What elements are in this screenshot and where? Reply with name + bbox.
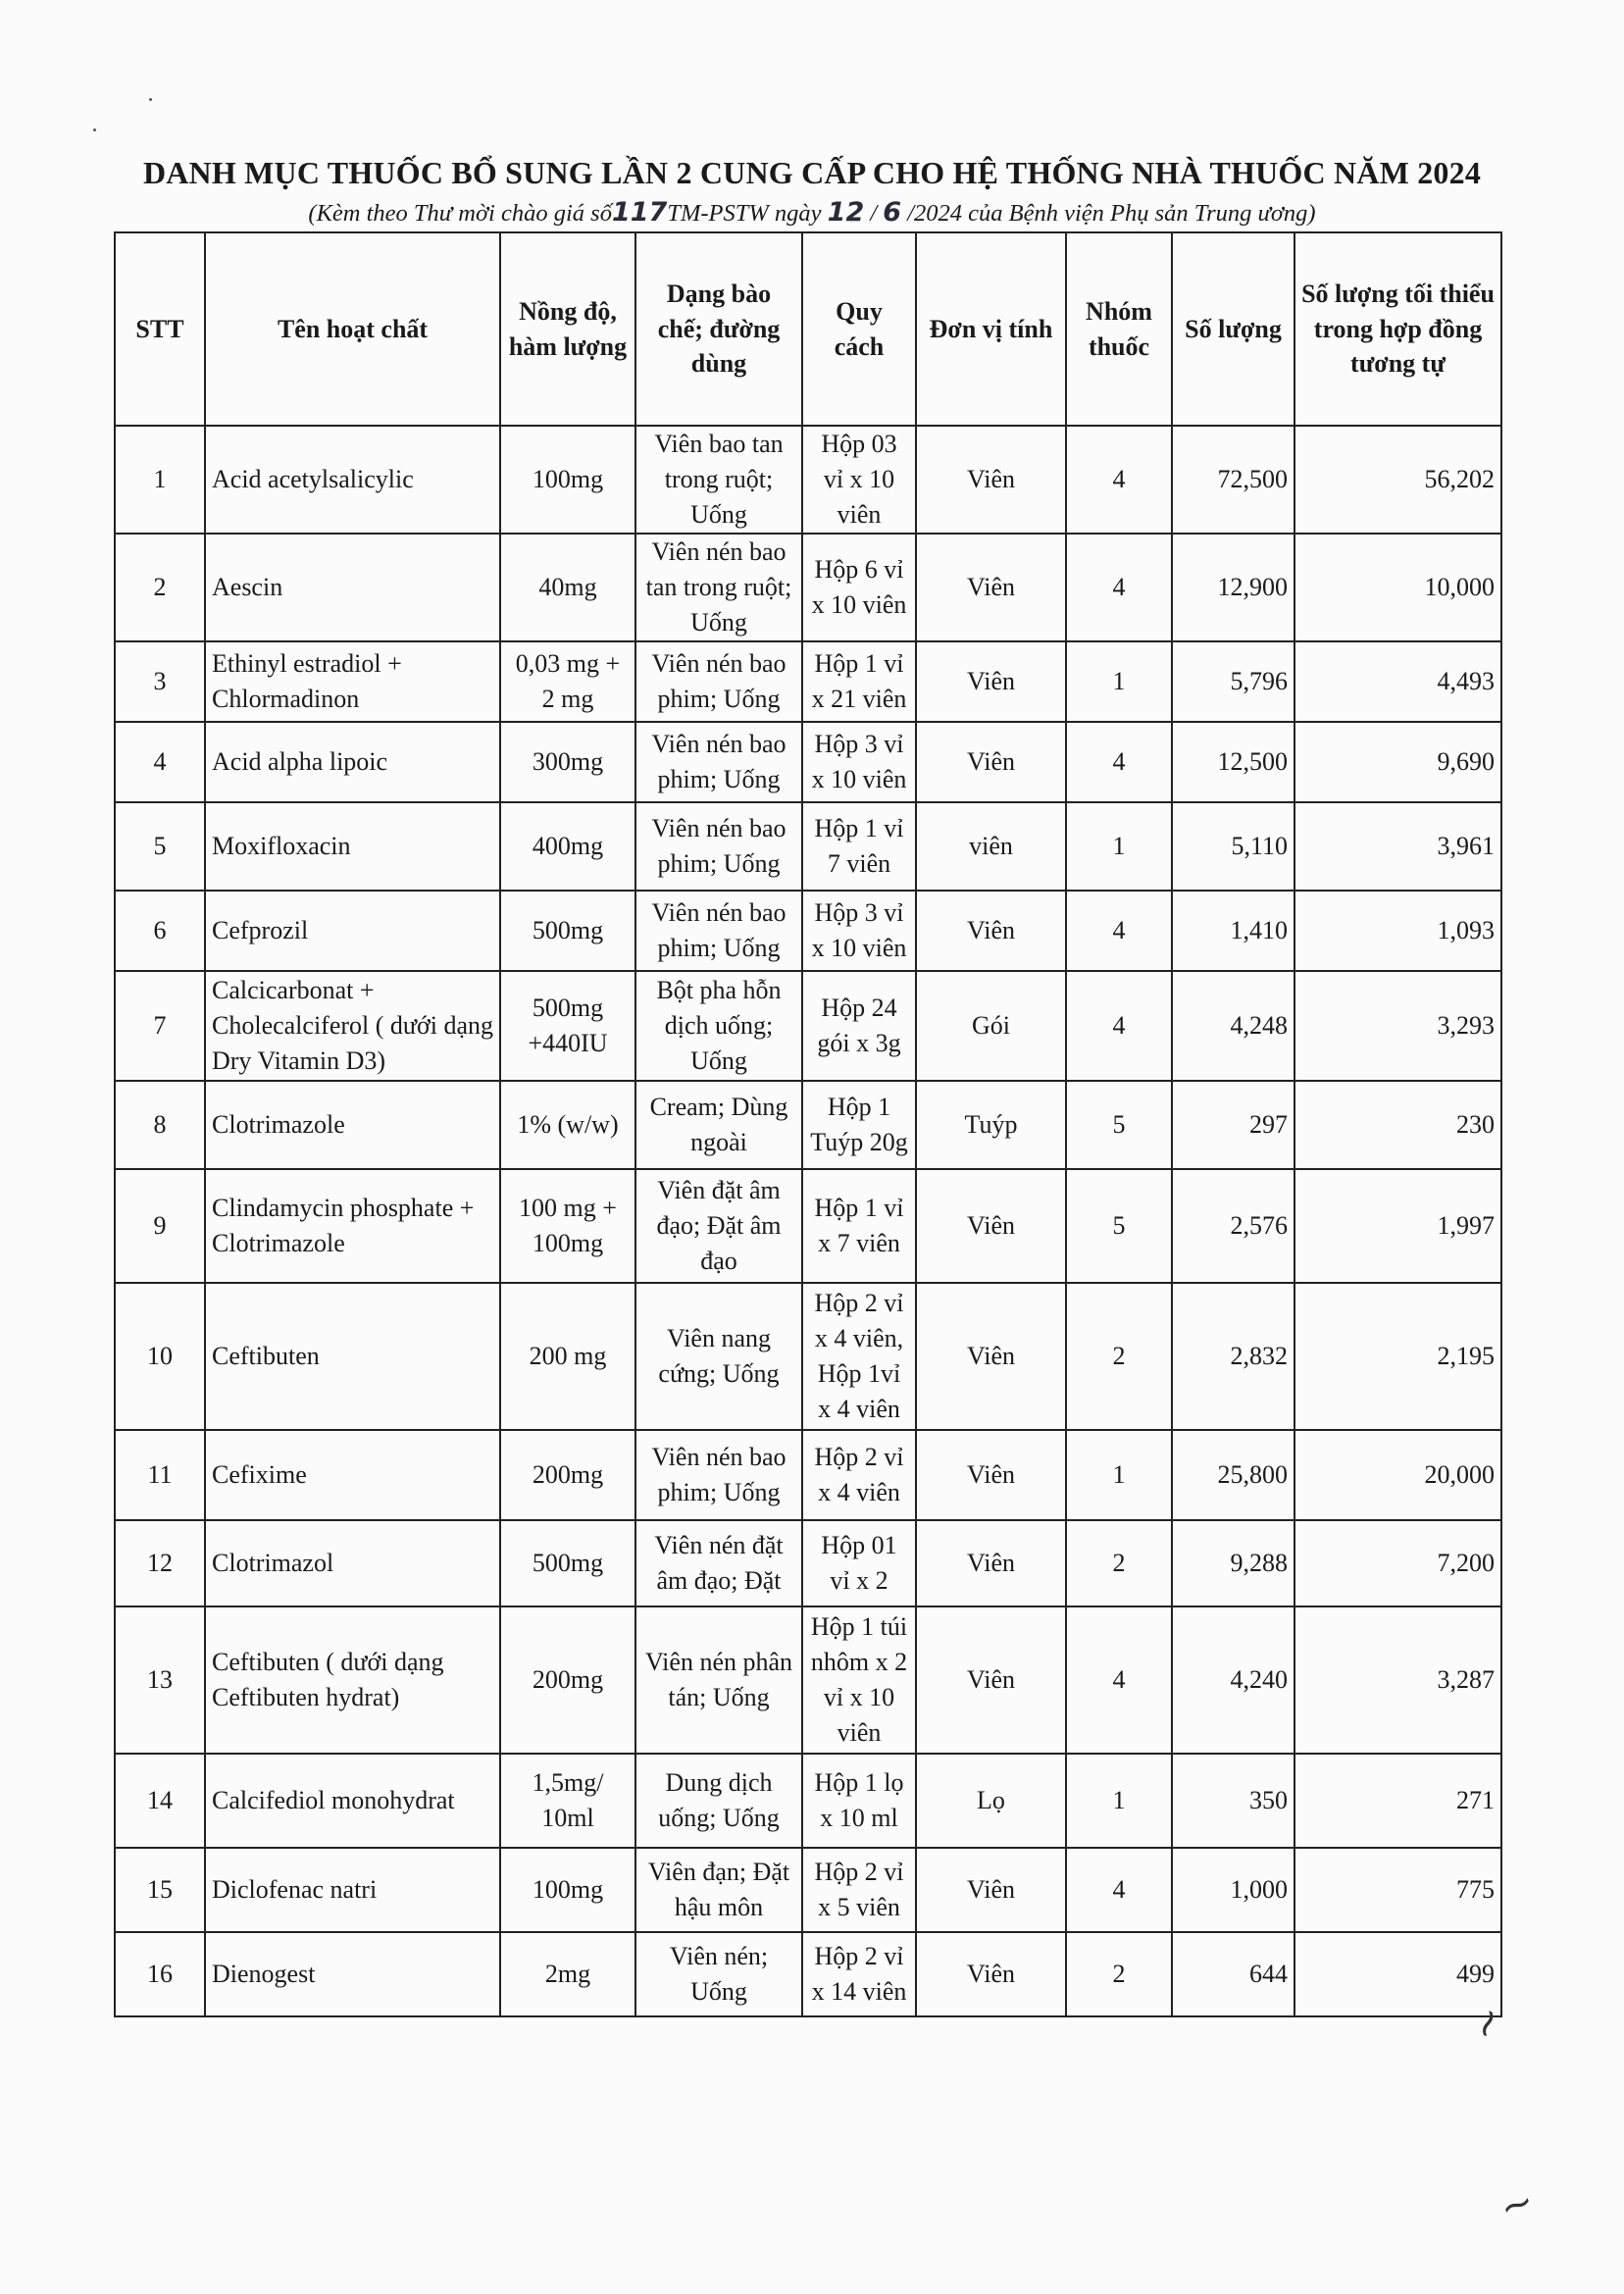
cell-stt: 3 bbox=[115, 641, 205, 722]
cell-name: Calcifediol monohydrat bbox=[205, 1754, 500, 1848]
cell-strength: 300mg bbox=[500, 722, 635, 802]
cell-unit: viên bbox=[916, 802, 1066, 891]
cell-form: Viên nén bao phim; Uống bbox=[635, 1430, 802, 1520]
cell-pack: Hộp 1 Tuýp 20g bbox=[802, 1081, 916, 1169]
cell-name: Clotrimazol bbox=[205, 1520, 500, 1606]
table-row bbox=[115, 1520, 1501, 1606]
cell-strength: 400mg bbox=[500, 802, 635, 891]
cell-pack: Hộp 6 vỉ x 10 viên bbox=[802, 534, 916, 641]
table-row bbox=[115, 1606, 1501, 1754]
cell-group: 4 bbox=[1066, 426, 1172, 534]
cell-name: Acid alpha lipoic bbox=[205, 722, 500, 802]
cell-minqty: 9,690 bbox=[1294, 722, 1501, 802]
cell-form: Viên nén bao tan trong ruột; Uống bbox=[635, 534, 802, 641]
cell-pack: Hộp 1 túi nhôm x 2 vỉ x 10 viên bbox=[802, 1606, 916, 1754]
cell-unit: Viên bbox=[916, 891, 1066, 971]
cell-pack: Hộp 2 vỉ x 5 viên bbox=[802, 1848, 916, 1932]
cell-strength: 1% (w/w) bbox=[500, 1081, 635, 1169]
cell-unit: Viên bbox=[916, 534, 1066, 641]
cell-unit: Viên bbox=[916, 1932, 1066, 2016]
cell-qty: 5,110 bbox=[1172, 802, 1294, 891]
cell-pack: Hộp 3 vỉ x 10 viên bbox=[802, 891, 916, 971]
table-row bbox=[115, 891, 1501, 971]
cell-unit: Viên bbox=[916, 1430, 1066, 1520]
cell-qty: 25,800 bbox=[1172, 1430, 1294, 1520]
cell-qty: 644 bbox=[1172, 1932, 1294, 2016]
scan-speck bbox=[149, 98, 152, 101]
cell-qty: 4,248 bbox=[1172, 971, 1294, 1081]
cell-minqty: 56,202 bbox=[1294, 426, 1501, 534]
cell-group: 4 bbox=[1066, 1848, 1172, 1932]
cell-form: Viên nén phân tán; Uống bbox=[635, 1606, 802, 1754]
cell-name: Acid acetylsalicylic bbox=[205, 426, 500, 534]
cell-qty: 297 bbox=[1172, 1081, 1294, 1169]
scan-speck bbox=[93, 128, 96, 131]
cell-pack: Hộp 1 vỉ 7 viên bbox=[802, 802, 916, 891]
cell-name: Clotrimazole bbox=[205, 1081, 500, 1169]
cell-form: Bột pha hỗn dịch uống; Uống bbox=[635, 971, 802, 1081]
table-row bbox=[115, 1169, 1501, 1283]
cell-pack: Hộp 03 vỉ x 10 viên bbox=[802, 426, 916, 534]
cell-minqty: 499 bbox=[1294, 1932, 1501, 2016]
cell-minqty: 20,000 bbox=[1294, 1430, 1501, 1520]
cell-name: Clindamycin phosphate + Clotrimazole bbox=[205, 1169, 500, 1283]
cell-name: Calcicarbonat + Cholecalciferol ( dưới dạng Dry Vitamin D3) bbox=[205, 971, 500, 1081]
cell-group: 5 bbox=[1066, 1081, 1172, 1169]
table-body bbox=[115, 426, 1501, 2016]
cell-qty: 5,796 bbox=[1172, 641, 1294, 722]
document-title: DANH MỤC THUỐC BỔ SUNG LẦN 2 CUNG CẤP CHO HỆ THỐNG NHÀ THUỐC NĂM 2024 bbox=[142, 155, 1482, 190]
header-group: Nhóm thuốc bbox=[1066, 232, 1172, 426]
handwritten-initials: ~ bbox=[1460, 2000, 1515, 2047]
cell-name: Ethinyl estradiol + Chlormadinon bbox=[205, 641, 500, 722]
cell-unit: Viên bbox=[916, 1848, 1066, 1932]
cell-group: 1 bbox=[1066, 802, 1172, 891]
header-unit: Đơn vị tính bbox=[916, 232, 1066, 426]
table-row bbox=[115, 534, 1501, 641]
subtitle-text-2: TM-PSTW ngày bbox=[667, 200, 822, 227]
table-row bbox=[115, 641, 1501, 722]
cell-form: Viên đặt âm đạo; Đặt âm đạo bbox=[635, 1169, 802, 1283]
cell-unit: Viên bbox=[916, 1283, 1066, 1430]
table-row bbox=[115, 971, 1501, 1081]
cell-stt: 2 bbox=[115, 534, 205, 641]
subtitle-text-1: (Kèm theo Thư mời chào giá số bbox=[308, 200, 612, 227]
cell-pack: Hộp 2 vỉ x 14 viên bbox=[802, 1932, 916, 2016]
cell-pack: Hộp 01 vỉ x 2 bbox=[802, 1520, 916, 1606]
cell-qty: 12,500 bbox=[1172, 722, 1294, 802]
cell-unit: Viên bbox=[916, 1520, 1066, 1606]
cell-strength: 100mg bbox=[500, 426, 635, 534]
cell-strength: 200mg bbox=[500, 1606, 635, 1754]
cell-qty: 1,410 bbox=[1172, 891, 1294, 971]
cell-pack: Hộp 1 vỉ x 7 viên bbox=[802, 1169, 916, 1283]
table-row bbox=[115, 426, 1501, 534]
cell-strength: 200mg bbox=[500, 1430, 635, 1520]
cell-minqty: 230 bbox=[1294, 1081, 1501, 1169]
cell-name: Ceftibuten bbox=[205, 1283, 500, 1430]
cell-stt: 7 bbox=[115, 971, 205, 1081]
cell-minqty: 775 bbox=[1294, 1848, 1501, 1932]
cell-strength: 40mg bbox=[500, 534, 635, 641]
cell-group: 4 bbox=[1066, 1606, 1172, 1754]
header-form: Dạng bào chế; đường dùng bbox=[635, 232, 802, 426]
header-stt: STT bbox=[115, 232, 205, 426]
cell-minqty: 3,961 bbox=[1294, 802, 1501, 891]
cell-minqty: 4,493 bbox=[1294, 641, 1501, 722]
cell-minqty: 10,000 bbox=[1294, 534, 1501, 641]
document-subtitle bbox=[0, 197, 1624, 228]
cell-group: 2 bbox=[1066, 1283, 1172, 1430]
header-qty: Số lượng bbox=[1172, 232, 1294, 426]
cell-form: Dung dịch uống; Uống bbox=[635, 1754, 802, 1848]
table-row bbox=[115, 802, 1501, 891]
cell-pack: Hộp 2 vỉ x 4 viên bbox=[802, 1430, 916, 1520]
cell-group: 2 bbox=[1066, 1520, 1172, 1606]
cell-group: 2 bbox=[1066, 1932, 1172, 2016]
cell-form: Viên đạn; Đặt hậu môn bbox=[635, 1848, 802, 1932]
cell-qty: 350 bbox=[1172, 1754, 1294, 1848]
cell-name: Ceftibuten ( dưới dạng Ceftibuten hydrat) bbox=[205, 1606, 500, 1754]
cell-strength: 500mg bbox=[500, 891, 635, 971]
cell-group: 1 bbox=[1066, 1430, 1172, 1520]
cell-form: Viên nén; Uống bbox=[635, 1932, 802, 2016]
cell-stt: 16 bbox=[115, 1932, 205, 2016]
cell-qty: 1,000 bbox=[1172, 1848, 1294, 1932]
subtitle-text-3: /2024 của Bệnh viện Phụ sản Trung ương) bbox=[907, 200, 1316, 227]
cell-unit: Viên bbox=[916, 722, 1066, 802]
table-row bbox=[115, 1848, 1501, 1932]
cell-form: Viên nén bao phim; Uống bbox=[635, 802, 802, 891]
cell-unit: Viên bbox=[916, 641, 1066, 722]
cell-minqty: 1,997 bbox=[1294, 1169, 1501, 1283]
cell-strength: 200 mg bbox=[500, 1283, 635, 1430]
cell-name: Dienogest bbox=[205, 1932, 500, 2016]
cell-pack: Hộp 24 gói x 3g bbox=[802, 971, 916, 1081]
header-minqty: Số lượng tối thiểu trong hợp đồng tương tự bbox=[1294, 232, 1501, 426]
cell-form: Viên nén bao phim; Uống bbox=[635, 641, 802, 722]
cell-unit: Tuýp bbox=[916, 1081, 1066, 1169]
handwritten-month: 6 bbox=[883, 197, 902, 228]
cell-stt: 1 bbox=[115, 426, 205, 534]
cell-stt: 5 bbox=[115, 802, 205, 891]
cell-pack: Hộp 2 vỉ x 4 viên, Hộp 1vỉ x 4 viên bbox=[802, 1283, 916, 1430]
handwritten-number: 117 bbox=[611, 197, 668, 228]
cell-qty: 2,832 bbox=[1172, 1283, 1294, 1430]
cell-strength: 2mg bbox=[500, 1932, 635, 2016]
header-name: Tên hoạt chất bbox=[205, 232, 500, 426]
cell-unit: Viên bbox=[916, 426, 1066, 534]
cell-stt: 4 bbox=[115, 722, 205, 802]
cell-strength: 0,03 mg + 2 mg bbox=[500, 641, 635, 722]
cell-minqty: 1,093 bbox=[1294, 891, 1501, 971]
cell-group: 4 bbox=[1066, 971, 1172, 1081]
handwritten-day: 12 bbox=[827, 197, 865, 228]
cell-stt: 9 bbox=[115, 1169, 205, 1283]
cell-stt: 10 bbox=[115, 1283, 205, 1430]
handwritten-signature: ~ bbox=[1494, 2177, 1541, 2232]
cell-qty: 72,500 bbox=[1172, 426, 1294, 534]
cell-stt: 13 bbox=[115, 1606, 205, 1754]
header-pack: Quy cách bbox=[802, 232, 916, 426]
cell-unit: Gói bbox=[916, 971, 1066, 1081]
cell-stt: 6 bbox=[115, 891, 205, 971]
cell-qty: 2,576 bbox=[1172, 1169, 1294, 1283]
table-header-row bbox=[115, 232, 1501, 426]
table-row bbox=[115, 1081, 1501, 1169]
cell-group: 4 bbox=[1066, 891, 1172, 971]
cell-form: Viên nén đặt âm đạo; Đặt bbox=[635, 1520, 802, 1606]
cell-unit: Lọ bbox=[916, 1754, 1066, 1848]
cell-unit: Viên bbox=[916, 1169, 1066, 1283]
cell-name: Moxifloxacin bbox=[205, 802, 500, 891]
table-row bbox=[115, 1932, 1501, 2016]
cell-minqty: 3,293 bbox=[1294, 971, 1501, 1081]
cell-group: 1 bbox=[1066, 1754, 1172, 1848]
cell-group: 4 bbox=[1066, 722, 1172, 802]
cell-group: 5 bbox=[1066, 1169, 1172, 1283]
cell-pack: Hộp 3 vỉ x 10 viên bbox=[802, 722, 916, 802]
cell-form: Viên nang cứng; Uống bbox=[635, 1283, 802, 1430]
cell-name: Cefprozil bbox=[205, 891, 500, 971]
cell-form: Cream; Dùng ngoài bbox=[635, 1081, 802, 1169]
cell-stt: 8 bbox=[115, 1081, 205, 1169]
drug-list-table bbox=[114, 231, 1502, 2017]
cell-qty: 12,900 bbox=[1172, 534, 1294, 641]
cell-pack: Hộp 1 vỉ x 21 viên bbox=[802, 641, 916, 722]
cell-form: Viên nén bao phim; Uống bbox=[635, 891, 802, 971]
subtitle-sep: / bbox=[870, 200, 878, 227]
cell-qty: 9,288 bbox=[1172, 1520, 1294, 1606]
cell-minqty: 3,287 bbox=[1294, 1606, 1501, 1754]
cell-strength: 500mg bbox=[500, 1520, 635, 1606]
cell-stt: 12 bbox=[115, 1520, 205, 1606]
cell-form: Viên nén bao phim; Uống bbox=[635, 722, 802, 802]
cell-unit: Viên bbox=[916, 1606, 1066, 1754]
cell-group: 4 bbox=[1066, 534, 1172, 641]
cell-strength: 500mg +440IU bbox=[500, 971, 635, 1081]
cell-form: Viên bao tan trong ruột; Uống bbox=[635, 426, 802, 534]
cell-minqty: 2,195 bbox=[1294, 1283, 1501, 1430]
cell-minqty: 7,200 bbox=[1294, 1520, 1501, 1606]
cell-stt: 11 bbox=[115, 1430, 205, 1520]
table-row bbox=[115, 1754, 1501, 1848]
cell-name: Aescin bbox=[205, 534, 500, 641]
cell-minqty: 271 bbox=[1294, 1754, 1501, 1848]
cell-name: Diclofenac natri bbox=[205, 1848, 500, 1932]
cell-qty: 4,240 bbox=[1172, 1606, 1294, 1754]
cell-stt: 15 bbox=[115, 1848, 205, 1932]
table-row bbox=[115, 1430, 1501, 1520]
cell-strength: 100 mg + 100mg bbox=[500, 1169, 635, 1283]
cell-pack: Hộp 1 lọ x 10 ml bbox=[802, 1754, 916, 1848]
cell-strength: 100mg bbox=[500, 1848, 635, 1932]
cell-group: 1 bbox=[1066, 641, 1172, 722]
cell-name: Cefixime bbox=[205, 1430, 500, 1520]
cell-stt: 14 bbox=[115, 1754, 205, 1848]
table-row bbox=[115, 1283, 1501, 1430]
table-row bbox=[115, 722, 1501, 802]
header-strength: Nồng độ, hàm lượng bbox=[500, 232, 635, 426]
cell-strength: 1,5mg/ 10ml bbox=[500, 1754, 635, 1848]
